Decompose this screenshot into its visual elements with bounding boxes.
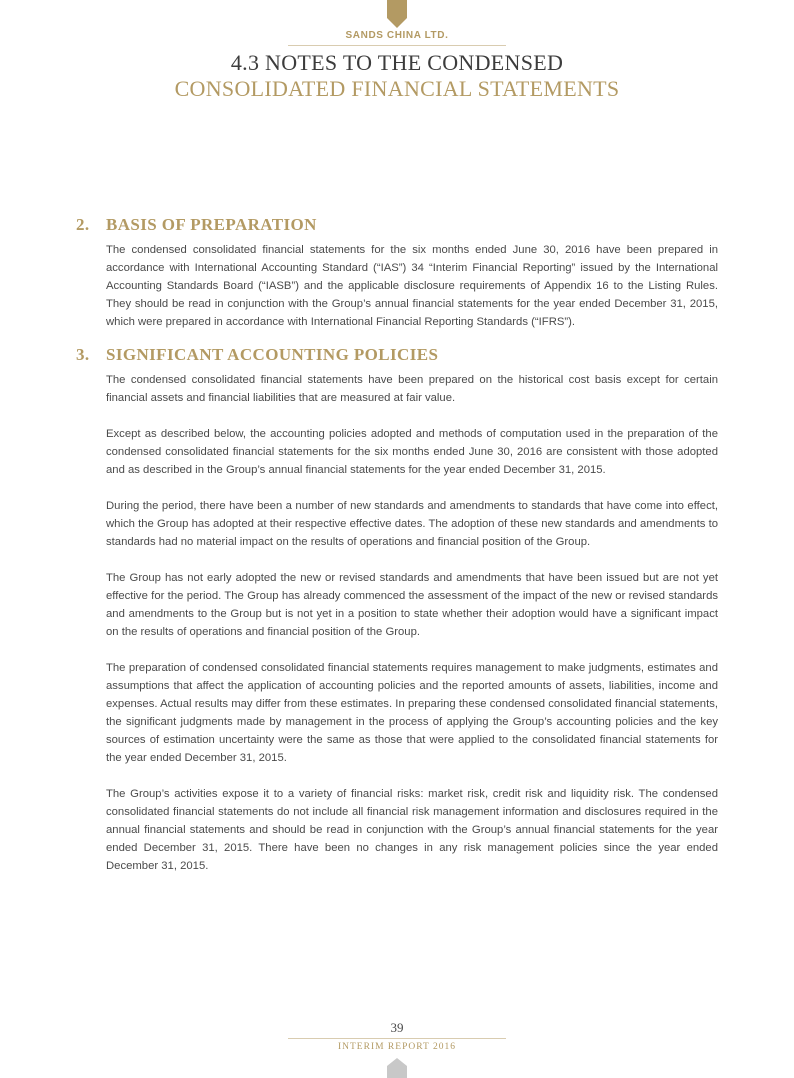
section-heading bbox=[76, 345, 718, 365]
footer-divider bbox=[288, 1038, 506, 1039]
section-significant-accounting-policies bbox=[76, 345, 718, 893]
section-basis-of-preparation bbox=[76, 215, 718, 349]
paragraph: Except as described below, the accounting policies adopted and methods of computation used in the preparation of the condensed consolidated financial statements for the six months ended June 30, 2016 are consistent with those adopted and as described in the Group’s annual financial statements for the year ended December 31, 2015. bbox=[106, 428, 718, 476]
page-title-line1: 4.3 NOTES TO THE CONDENSED bbox=[230, 50, 564, 75]
section-number: 3. bbox=[76, 345, 90, 364]
bottom-tab-icon bbox=[387, 1058, 407, 1078]
paragraph: The preparation of condensed consolidated financial statements requires management to make judgments, estimates and assumptions that affect the application of accounting policies and the reported amounts of assets, liabilities, income and expenses. Actual results may differ from these estimates. In preparing these condensed consolidated financial statements, the significant judgments made by management in the process of applying the Group’s accounting policies and the key sources of estimation uncertainty were the same as those that were applied to the consolidated financial statements for the year ended December 31, 2015. bbox=[106, 662, 718, 764]
paragraph: The Group has not early adopted the new or revised standards and amendments that have been issued but are not yet effective for the period. The Group has already commenced the assessment of the impact of the new or revised standards and amendments to the Group but is not yet in a position to state whether their adoption would have a significant impact on the results of operations and financial position of the Group. bbox=[106, 572, 718, 638]
top-ribbon-icon bbox=[387, 0, 407, 28]
section-number: 2. bbox=[76, 215, 90, 234]
paragraph: The condensed consolidated financial statements have been prepared on the historical cost basis except for certain financial assets and financial liabilities that are measured at fair value. bbox=[106, 374, 718, 404]
company-name: SANDS CHINA LTD. bbox=[345, 30, 449, 41]
report-name: INTERIM REPORT 2016 bbox=[337, 1042, 456, 1052]
header-divider bbox=[288, 45, 506, 46]
section-title: BASIS OF PREPARATION bbox=[106, 215, 317, 234]
paragraph: During the period, there have been a number of new standards and amendments to standards that have come into effect, which the Group has adopted at their respective effective dates. The adoption of these new standards and amendments to standards had no material impact on the results of operations and financial position of the Group. bbox=[106, 500, 718, 548]
section-title: SIGNIFICANT ACCOUNTING POLICIES bbox=[106, 345, 439, 364]
paragraph: The condensed consolidated financial statements for the six months ended June 30, 2016 have been prepared in accordance with International Accounting Standard (“IAS”) 34 “Interim Financial Reporting” issued by the International Accounting Standards Board (“IASB”) and the applicable disclosure requirements of Appendix 16 to the Listing Rules. They should be read in conjunction with the Group’s annual financial statements for the year ended December 31, 2015, which were prepared in accordance with International Financial Reporting Standards (“IFRS”). bbox=[106, 244, 718, 328]
page-number: 39 bbox=[390, 1020, 404, 1035]
paragraph: The Group’s activities expose it to a variety of financial risks: market risk, credit risk and liquidity risk. The condensed consolidated financial statements do not include all financial risk management information and disclosures required in the annual financial statements and should be read in conjunction with the Group’s annual financial statements for the year ended December 31, 2015. There have been no changes in any risk management policies since the year ended December 31, 2015. bbox=[106, 788, 718, 872]
page-title-line2: CONSOLIDATED FINANCIAL STATEMENTS bbox=[174, 76, 620, 101]
section-heading bbox=[76, 215, 718, 235]
